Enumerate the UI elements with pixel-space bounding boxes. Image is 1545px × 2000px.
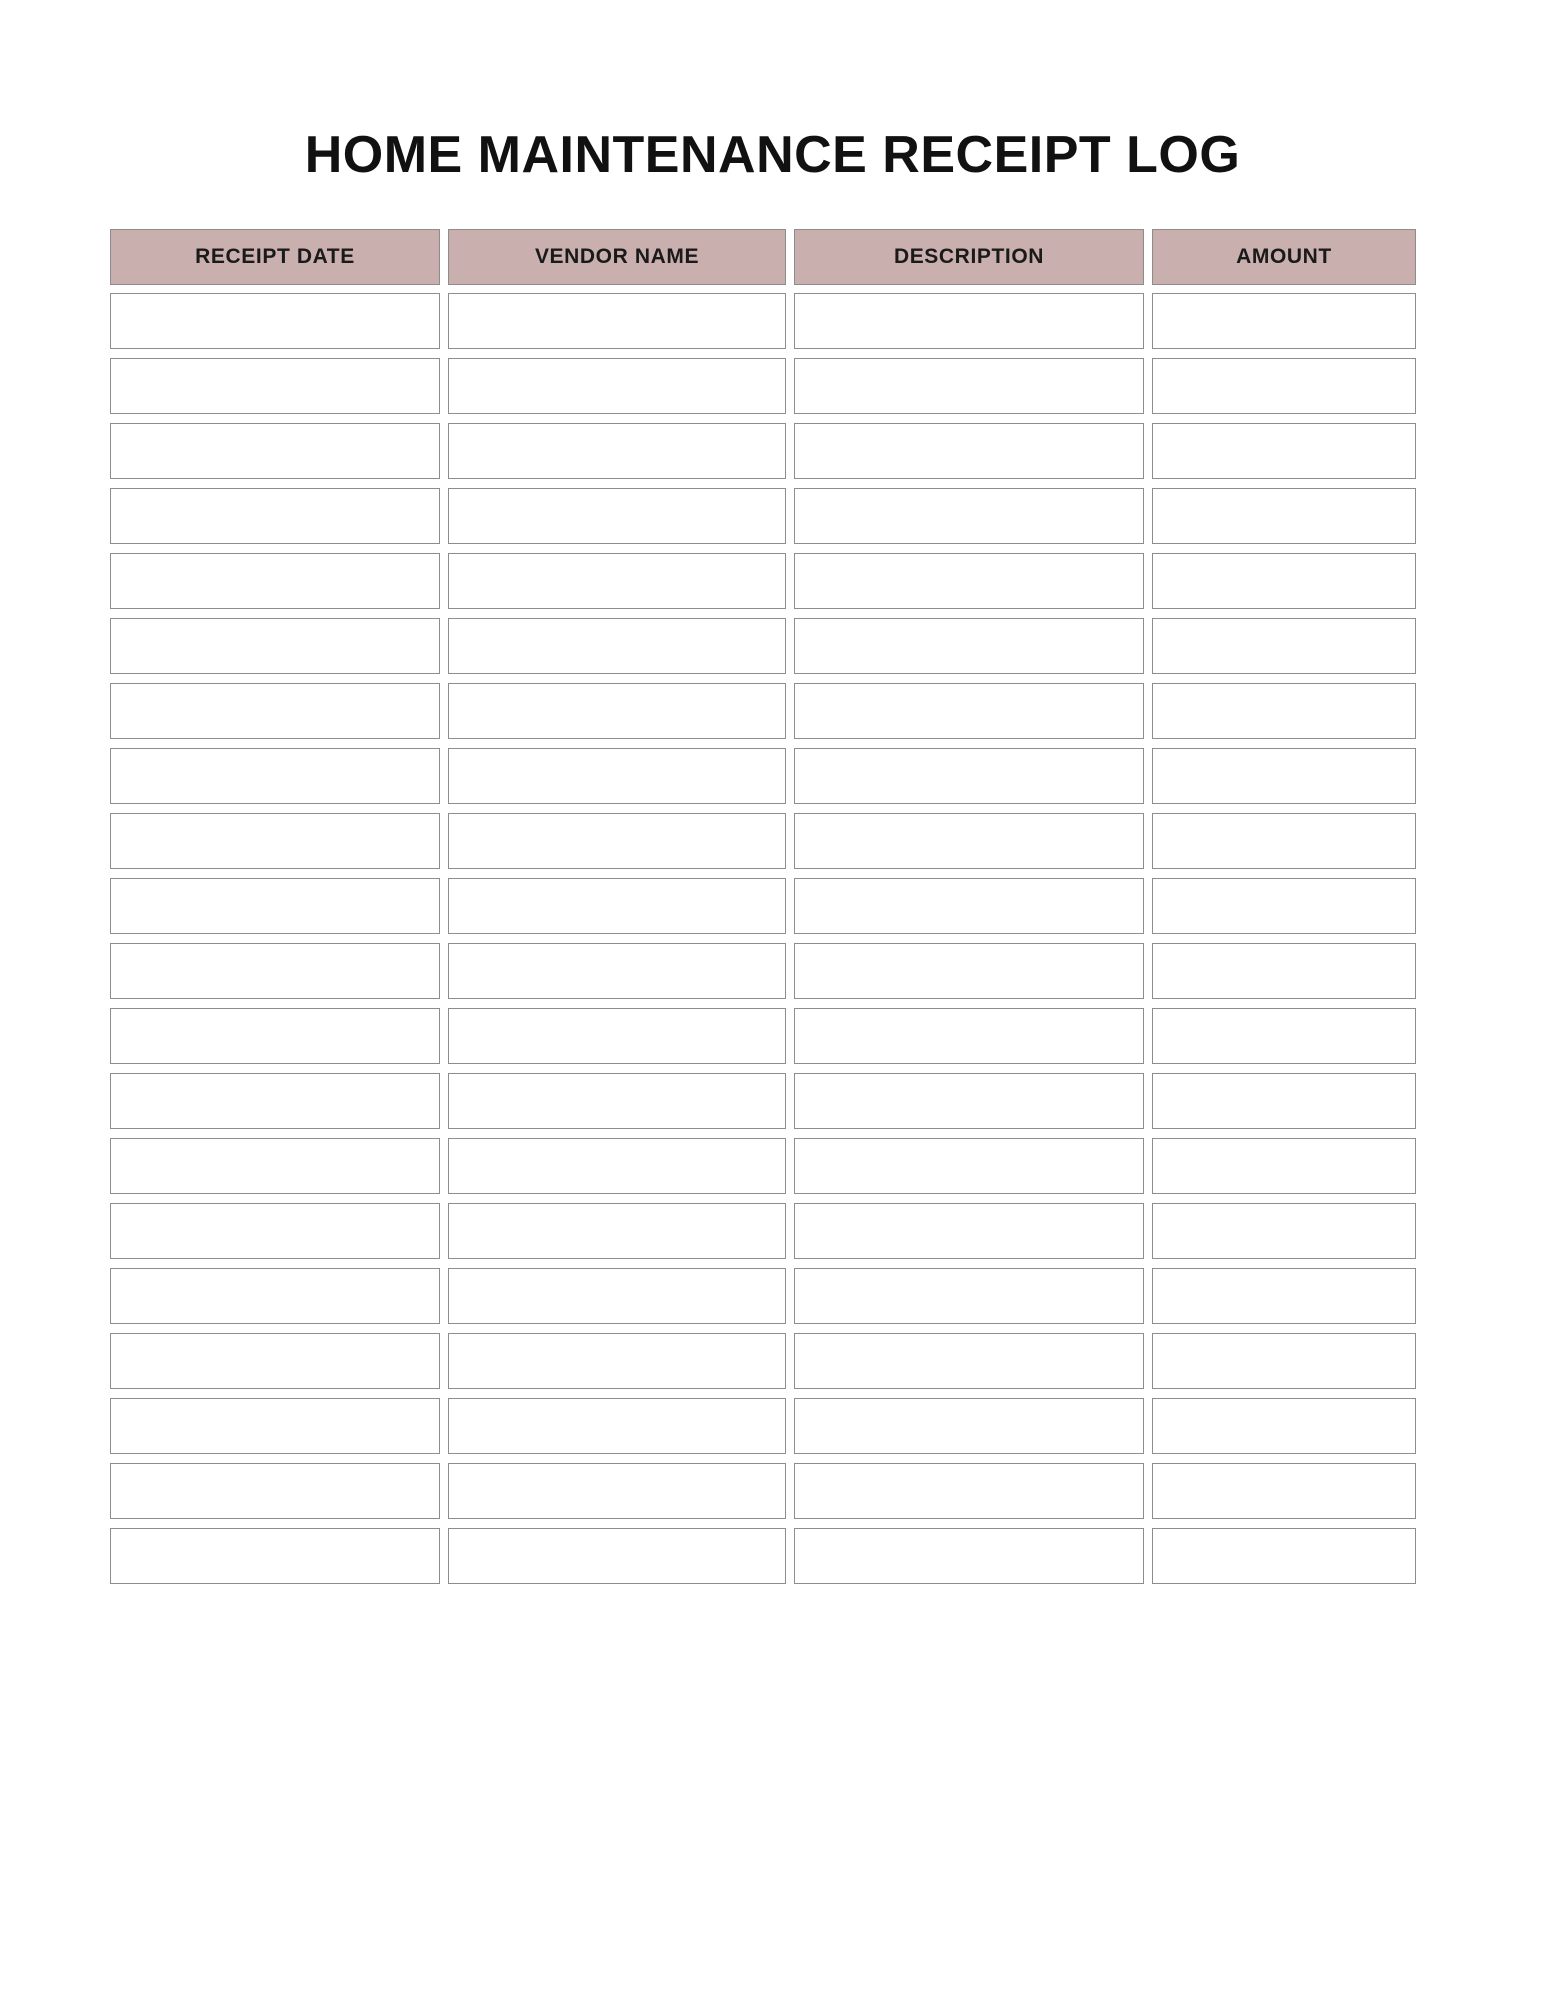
cell-amount[interactable] (1152, 1333, 1416, 1389)
cell-description[interactable] (794, 683, 1144, 739)
table-row (110, 813, 1435, 869)
cell-description[interactable] (794, 813, 1144, 869)
cell-description[interactable] (794, 1138, 1144, 1194)
cell-vendor-name[interactable] (448, 683, 786, 739)
cell-vendor-name[interactable] (448, 1073, 786, 1129)
cell-vendor-name[interactable] (448, 293, 786, 349)
cell-amount[interactable] (1152, 1203, 1416, 1259)
cell-description[interactable] (794, 1463, 1144, 1519)
cell-vendor-name[interactable] (448, 1463, 786, 1519)
cell-description[interactable] (794, 618, 1144, 674)
cell-receipt-date[interactable] (110, 1398, 440, 1454)
cell-receipt-date[interactable] (110, 358, 440, 414)
cell-amount[interactable] (1152, 358, 1416, 414)
cell-receipt-date[interactable] (110, 748, 440, 804)
table-row (110, 1268, 1435, 1324)
cell-receipt-date[interactable] (110, 423, 440, 479)
cell-receipt-date[interactable] (110, 1463, 440, 1519)
column-header-amount: AMOUNT (1152, 229, 1416, 285)
cell-description[interactable] (794, 488, 1144, 544)
cell-vendor-name[interactable] (448, 1138, 786, 1194)
cell-vendor-name[interactable] (448, 553, 786, 609)
cell-description[interactable] (794, 553, 1144, 609)
cell-vendor-name[interactable] (448, 1333, 786, 1389)
table-row (110, 553, 1435, 609)
table-row (110, 423, 1435, 479)
table-row (110, 1138, 1435, 1194)
cell-description[interactable] (794, 293, 1144, 349)
cell-amount[interactable] (1152, 1073, 1416, 1129)
cell-receipt-date[interactable] (110, 1008, 440, 1064)
table-row (110, 1528, 1435, 1584)
cell-receipt-date[interactable] (110, 1138, 440, 1194)
cell-amount[interactable] (1152, 488, 1416, 544)
cell-description[interactable] (794, 1268, 1144, 1324)
cell-receipt-date[interactable] (110, 1528, 440, 1584)
cell-vendor-name[interactable] (448, 618, 786, 674)
column-header-receipt-date: RECEIPT DATE (110, 229, 440, 285)
table-row (110, 1203, 1435, 1259)
cell-vendor-name[interactable] (448, 1203, 786, 1259)
receipt-log-table (0, 229, 1545, 1584)
cell-description[interactable] (794, 1528, 1144, 1584)
cell-receipt-date[interactable] (110, 1203, 440, 1259)
cell-description[interactable] (794, 1203, 1144, 1259)
cell-receipt-date[interactable] (110, 553, 440, 609)
table-row (110, 1463, 1435, 1519)
cell-receipt-date[interactable] (110, 878, 440, 934)
cell-description[interactable] (794, 358, 1144, 414)
table-row (110, 618, 1435, 674)
cell-amount[interactable] (1152, 1138, 1416, 1194)
table-body (110, 293, 1435, 1584)
cell-amount[interactable] (1152, 1528, 1416, 1584)
page-title: HOME MAINTENANCE RECEIPT LOG (304, 126, 1241, 184)
cell-receipt-date[interactable] (110, 618, 440, 674)
cell-vendor-name[interactable] (448, 943, 786, 999)
cell-description[interactable] (794, 1073, 1144, 1129)
cell-amount[interactable] (1152, 618, 1416, 674)
cell-vendor-name[interactable] (448, 358, 786, 414)
cell-receipt-date[interactable] (110, 813, 440, 869)
cell-vendor-name[interactable] (448, 1528, 786, 1584)
table-row (110, 943, 1435, 999)
cell-description[interactable] (794, 1008, 1144, 1064)
cell-receipt-date[interactable] (110, 943, 440, 999)
table-row (110, 1073, 1435, 1129)
table-row (110, 293, 1435, 349)
cell-vendor-name[interactable] (448, 423, 786, 479)
cell-receipt-date[interactable] (110, 488, 440, 544)
table-row (110, 748, 1435, 804)
cell-vendor-name[interactable] (448, 878, 786, 934)
cell-description[interactable] (794, 943, 1144, 999)
cell-receipt-date[interactable] (110, 1268, 440, 1324)
cell-description[interactable] (794, 878, 1144, 934)
column-header-description: DESCRIPTION (794, 229, 1144, 285)
cell-amount[interactable] (1152, 748, 1416, 804)
cell-amount[interactable] (1152, 878, 1416, 934)
cell-amount[interactable] (1152, 1463, 1416, 1519)
cell-vendor-name[interactable] (448, 488, 786, 544)
table-row (110, 1398, 1435, 1454)
table-row (110, 358, 1435, 414)
cell-amount[interactable] (1152, 293, 1416, 349)
cell-vendor-name[interactable] (448, 748, 786, 804)
cell-amount[interactable] (1152, 1008, 1416, 1064)
cell-description[interactable] (794, 1398, 1144, 1454)
table-row (110, 1008, 1435, 1064)
cell-vendor-name[interactable] (448, 1008, 786, 1064)
cell-amount[interactable] (1152, 423, 1416, 479)
cell-amount[interactable] (1152, 683, 1416, 739)
cell-amount[interactable] (1152, 1398, 1416, 1454)
cell-receipt-date[interactable] (110, 293, 440, 349)
cell-receipt-date[interactable] (110, 1333, 440, 1389)
cell-description[interactable] (794, 1333, 1144, 1389)
cell-receipt-date[interactable] (110, 683, 440, 739)
column-header-vendor-name: VENDOR NAME (448, 229, 786, 285)
cell-receipt-date[interactable] (110, 1073, 440, 1129)
cell-vendor-name[interactable] (448, 813, 786, 869)
cell-description[interactable] (794, 748, 1144, 804)
cell-vendor-name[interactable] (448, 1268, 786, 1324)
table-row (110, 683, 1435, 739)
table-header-row (110, 229, 1435, 285)
cell-amount[interactable] (1152, 1268, 1416, 1324)
table-row (110, 1333, 1435, 1389)
table-row (110, 878, 1435, 934)
cell-amount[interactable] (1152, 943, 1416, 999)
cell-amount[interactable] (1152, 813, 1416, 869)
cell-amount[interactable] (1152, 553, 1416, 609)
table-row (110, 488, 1435, 544)
cell-description[interactable] (794, 423, 1144, 479)
cell-vendor-name[interactable] (448, 1398, 786, 1454)
